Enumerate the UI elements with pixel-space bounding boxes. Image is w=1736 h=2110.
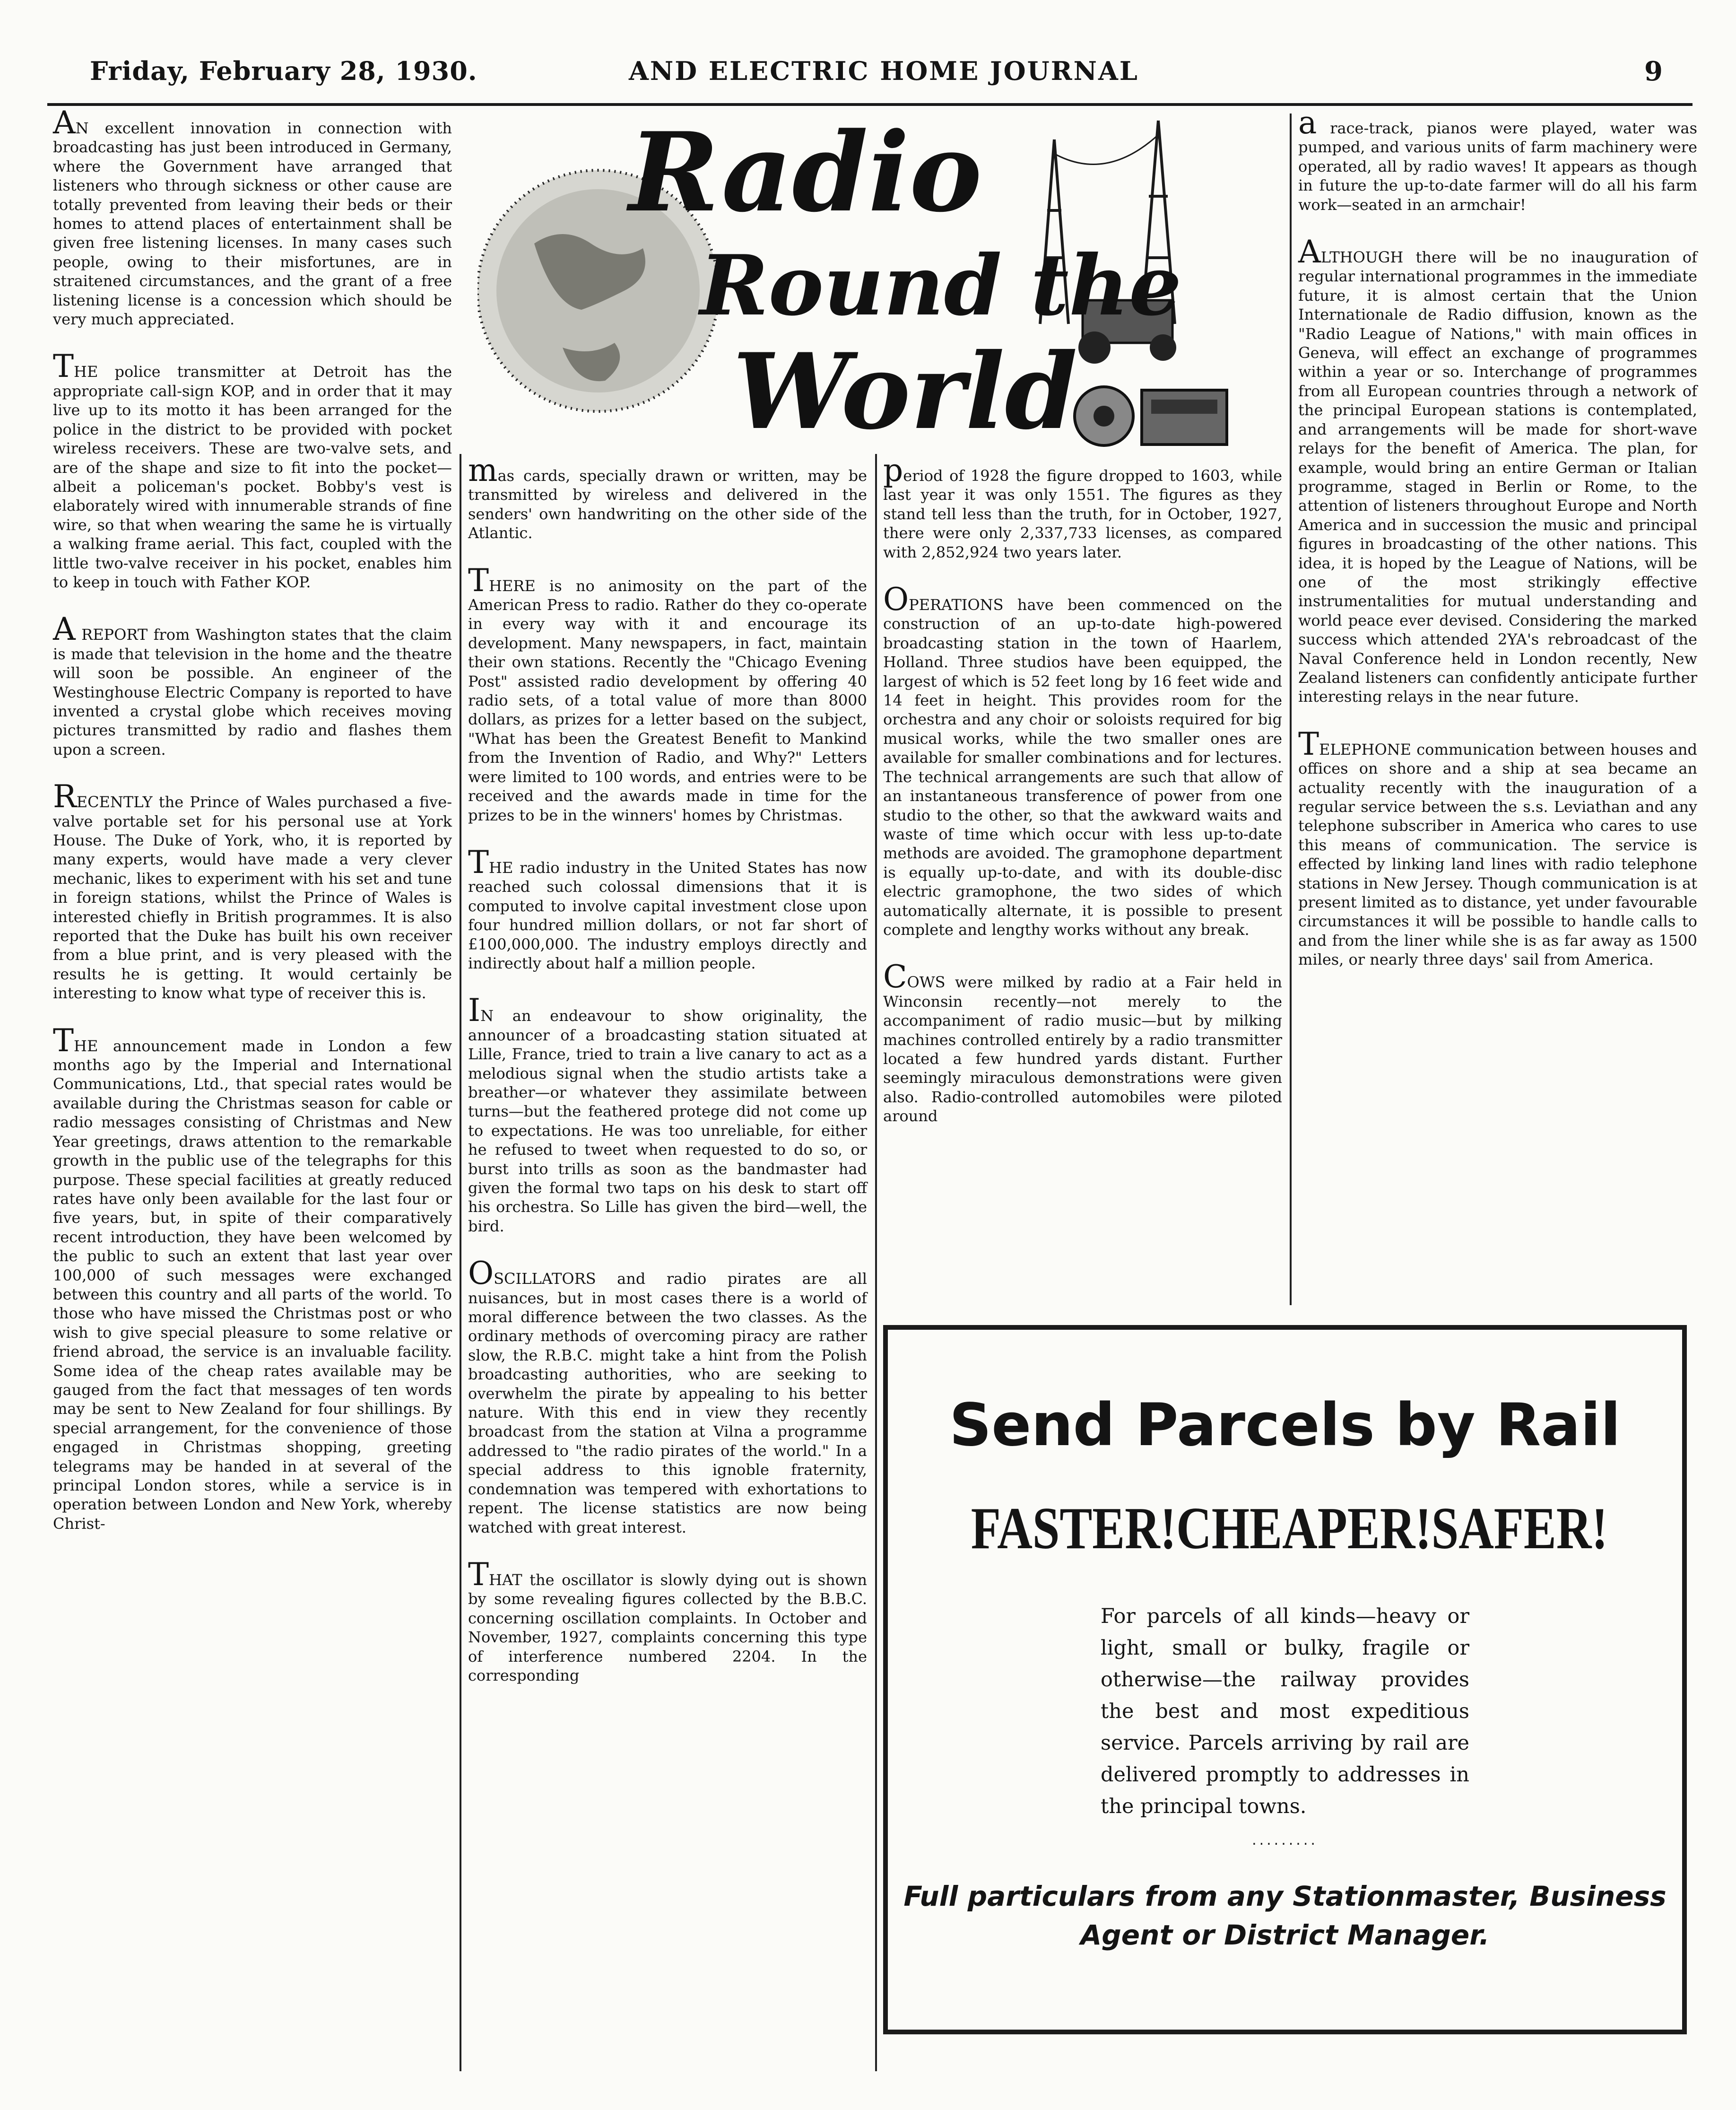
rail-parcels-advertisement (883, 1325, 1687, 2034)
banner-illustration (477, 102, 1286, 452)
column-3 (883, 452, 1282, 1303)
article-oscillators-pirates: OSCILLATORS and radio pirates are all nuisances, but in most cases there is a world of moral difference between the two classes. As the ordinary methods of overcoming piracy are rather slow, the R.B.C. might take a hint from the Polish broadcasting authorities, who are seeking to overwhelm the pirate by appealing to his better nature. With this end in view they recently broadcast from the station at Vilna a programme addressed to "the radio pirates of the world." In a special address to this ignoble fraternity, condemnation was tempered with exhortations to repent. The license statistics are now being watched with great interest. (468, 1255, 867, 1536)
banner-title-line3: World (733, 330, 1078, 452)
ad-slogan-safer: SAFER! (1431, 1496, 1608, 1561)
ad-slogan (971, 1495, 1608, 1563)
banner-title-line1: Radio (629, 109, 982, 236)
column-divider (1290, 113, 1292, 1305)
column-divider (875, 454, 877, 2071)
article-radio-industry: THE radio industry in the United States has now reached such colossal dimensions that it is computed to involve capital investment close upon four hundred million dollars, or not far short of £100,000,000. The industry employs directly and indirectly about half a million people. (468, 844, 867, 972)
column-1 (53, 105, 452, 2062)
article-prince-of-wales-set: RECENTLY the Prince of Wales purchased a five-valve portable set for his personal use at York House. The Duke of York, who, it is reported by many experts, would have made a very clever mechanic, likes to experiment with his set and tune in foreign stations, whilst the Prince of Wales is interested chiefly in British programmes. It is also reported that the Duke has built his own receiver from a blue print, and is very pleased with the results he is getting. It would certainly be interesting to know what type of receiver this is. (53, 778, 452, 1003)
article-radio-league-of-nations: ALTHOUGH there will be no inauguration of regular international programmes in the immediate future, it is almost certain that the Union Internationale de Radio diffusion, known as the "Radio League of Nations," with main offices in Geneva, will effect an exchange of programmes within a year or so. Interchange of programmes from all European countries through a network of the principal European stations is contemplated, and arrangements will be made for short-wave relays for the benefit of America. The plan, for example, would bring an entire German or Italian programme, staged in Berlin or Rome, to the attention of listeners throughout Europe and North America and in succession the music and principal figures in broadcasting of the other nations. This idea, it is hoped by the League of Nations, will be one of the most strikingly effective instrumentalities for mutual understanding and world peace ever devised. Considering the marked success which attended 2YA's rebroadcast of the Naval Conference held in London recently, New Zealand listeners can confidently anticipate further interesting relays in the near future. (1298, 234, 1697, 706)
journal-title: AND ELECTRIC HOME JOURNAL (629, 56, 1139, 86)
article-oscillator-dying: THAT the oscillator is slowly dying out is shown by some revealing figures collected by the B.B.C. concerning oscillation complaints. In October and November, 1927, complaints concerning this type of interference numbered 2204. In the corresponding (468, 1556, 867, 1684)
article-lille-canary: IN an endeavour to show originality, the announcer of a broadcasting station situated at Lille, France, tried to train a live canary to act as a melodious signal when the studio artists take a breather—or whatever they assimilate between turns—but the feathered protege did not come up to expectations. He was too unreliable, for either he refused to tweet when requested to do so, or burst into trills as soon as the bandmaster had given the formal two taps on his desk to start off his orchestra. So Lille has given the bird—well, the bird. (468, 992, 867, 1235)
radio-receiver-icon (1075, 387, 1227, 445)
ad-title: Send Parcels by Rail (949, 1391, 1621, 1459)
article-radio-farming: a race-track, pianos were played, water was pumped, and various units of farm machinery were operated, all by radio waves! It appears as though in future the up-to-date farmer will do all his farm work—seated in an armchair! (1298, 105, 1697, 214)
banner-title-line2: Round the (700, 237, 1182, 334)
issue-date: Friday, February 28, 1930. (90, 56, 477, 86)
column-4 (1298, 105, 1697, 1305)
ad-footer: Full particulars from any Stationmaster, Business Agent or District Manager. (903, 1880, 1667, 1951)
ad-slogan-cheaper: CHEAPER! (1176, 1496, 1432, 1561)
article-ship-telephone: TELEPHONE communication between houses and offices on shore and a ship at sea became an actuality recently with the inauguration of a regular service between the s.s. Leviathan and any telephone subscriber in America who cares to use this means of communication. The service is effected by linking land lines with radio telephone stations in New Jersey. Though communication is at present limited as to distance, yet under favourable circumstances it will be possible to handle calls to and from the liner while she is as far away as 1500 miles, or nearly three days' sail from America. (1298, 725, 1697, 969)
article-christmas-continued: mas cards, specially drawn or written, may be transmitted by wireless and delivered in the senders' own handwriting on the other side of the Atlantic. (468, 452, 867, 542)
column-2 (468, 452, 867, 2064)
article-american-press: THERE is no animosity on the part of the American Press to radio. Rather do they co-operate in every way with it and encourage its development. Many newspapers, in fact, maintain their own stations. Recently the "Chicago Evening Post" assisted radio development by offering 40 radio sets, of a total value of more than 8000 dollars, as prizes for a letter based on the subject, "What has been the Greatest Benefit to Mankind from the Invention of Radio, and Why?" Letters were limited to 100 words, and entries were to be received and the awards made in time for the prizes to be in the winners' homes by Christmas. (468, 562, 867, 824)
article-oscillator-figures: period of 1928 the figure dropped to 1603, while last year it was only 1551. The figures as they stand tell less than the truth, for in October, 1927, there were only 2,337,733 licenses, as compared with 2,852,924 two years later. (883, 452, 1282, 561)
radio-round-the-world-banner (477, 102, 1286, 452)
ad-slogan-faster: FASTER! (971, 1496, 1177, 1561)
ad-divider: ......... (1252, 1832, 1318, 1848)
article-haarlem-station: OPERATIONS have been commenced on the construction of an up-to-date high-powered broadcasting station in the town of Haarlem, Holland. Three studios have been equipped, the largest of which is 52 feet long by 16 feet wide and 14 feet in height. This provides room for the orchestra and any choir or soloists required for big musical works, while the two smaller ones are available for smaller combinations and for lectures. The technical arrangements are such that allow of an instantaneous transference of power from one studio to the other, so that the awkward waits and waste of time which occur with less up-to-date methods are avoided. The gramophone department is equally up-to-date, and with its double-disc electric gramophone, the two sides of which automatically alternate, it is possible to present complete and lengthy works without any break. (883, 581, 1282, 939)
article-germany-free-licenses: AN excellent innovation in connection with broadcasting has just been introduced in Germany, where the Government have arranged that listeners who through sickness or other cause are totally prevented from leaving their beds or their homes to attend places of entertainment shall be given free listening licenses. In many cases such people, owing to their misfortunes, are in straitened circumstances, and the grant of a free listening license is a concession which should be very much appreciated. (53, 105, 452, 329)
article-detroit-police-transmitter: THE police transmitter at Detroit has the appropriate call-sign KOP, and in order that it may live up to its motto it has been arranged for the police in the district to be provided with pocket wireless receivers. These are two-valve sets, and are of the shape and size to fit into the pocket—albeit a policeman's pocket. Bobby's vest is elaborately wired with innumerable strands of fine wire, so that when wearing the same he is virtually a walking frame aerial. This fact, coupled with the little two-valve receiver in his pocket, enables him to keep in touch with Father KOP. (53, 348, 452, 591)
column-divider (460, 454, 461, 2071)
page-number: 9 (1644, 56, 1663, 87)
article-westinghouse-television: A REPORT from Washington states that the claim is made that television in the home and the theatre will soon be possible. An engineer of the Westinghouse Electric Company is reported to have invented a crystal globe which receives moving pictures transmitted by radio and flashes them upon a screen. (53, 611, 452, 759)
article-cows-milked-by-radio: COWS were milked by radio at a Fair held in Winconsin recently—not merely to the accompaniment of radio music—but by milking machines controlled entirely by a radio transmitter located a few hundred yards distant. Further seemingly miraculous demonstrations were given also. Radio-controlled automobiles were piloted around (883, 959, 1282, 1125)
article-christmas-radio-messages: THE announcement made in London a few months ago by the Imperial and International Communications, Ltd., that special rates would be available during the Christmas season for cable or radio messages consisting of Christmas and New Year greetings, draws attention to the remarkable growth in the public use of the telegraphs for this purpose. These special facilities at greatly reduced rates have only been available for the last four or five years, but, in spite of their comparatively recent introduction, they have been welcomed by the public to such an extent that last year over 100,000 of such messages were exchanged between this country and all parts of the world. To those who have missed the Christmas post or who wish to give special pleasure to some relative or friend abroad, the service is an invaluable facility. Some idea of the cheap rates available may be gauged from the fact that messages of ten words may be sent to New Zealand for four shillings. By special arrangement, for the convenience of those engaged in Christmas shopping, greeting telegrams may be handed in at several of the principal London stores, while a service is in operation between London and New York, whereby Christ- (53, 1022, 452, 1533)
ad-body: For parcels of all kinds—heavy or light, small or bulky, fragile or otherwise—the railway provides the best and most expeditious service. Parcels arriving by rail are delivered promptly to addresses in the principal towns. (1101, 1604, 1469, 1818)
